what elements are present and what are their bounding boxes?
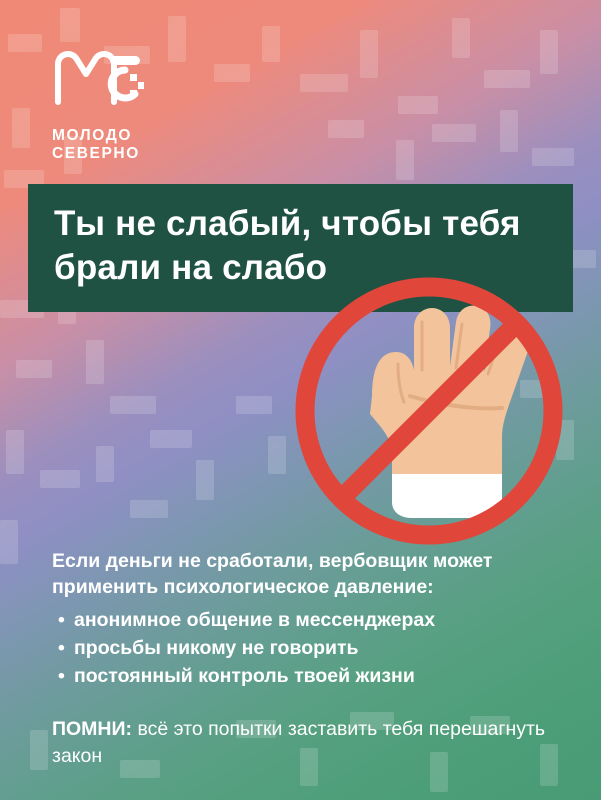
list-item: • просьбы никому не говорить xyxy=(52,634,562,662)
body-lead: Если деньги не сработали, вербовщик может применить психологическое давление: xyxy=(52,550,493,598)
logo xyxy=(52,48,192,163)
logo-text-line2: СЕВЕРНО xyxy=(52,145,140,162)
remember-keyword: ПОМНИ: xyxy=(52,718,133,740)
remember-text: всё это попытки заставить тебя перешагнуть закон xyxy=(52,718,546,767)
list-item: • анонимное общение в мессенджерах xyxy=(52,606,562,634)
list-item: • постоянный контроль твоей жизни xyxy=(52,662,562,690)
logo-mark-icon xyxy=(52,48,144,110)
headline-text: Ты не слабый, чтобы тебя брали на слабо xyxy=(54,204,521,287)
stop-hand-prohibition-icon xyxy=(286,268,572,554)
body-text xyxy=(52,548,562,790)
logo-text-line1: МОЛОДО xyxy=(52,127,133,144)
remember-note xyxy=(52,716,562,770)
logo-text xyxy=(52,127,192,163)
pressure-list xyxy=(52,606,562,690)
